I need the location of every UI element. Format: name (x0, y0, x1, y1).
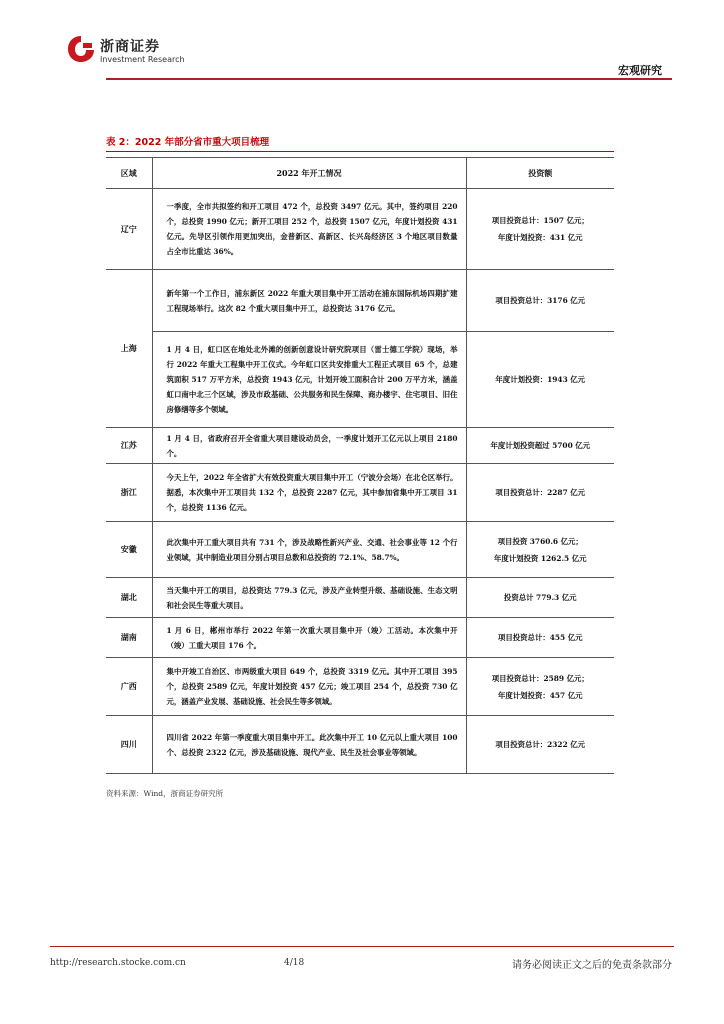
table-row (106, 428, 614, 464)
situation-cell: 1 月 4 日，虹口区在地处北外滩的创新创意设计研究院项目（雷士德工学院）现场，举行 2022 年重大工程集中开工仪式。今年虹口区共安排重大工程正式项目 65 个，总建筑面积 517 万平方米，总投资 1943 亿元，计划开竣工面积合计 200 万平方米，涵盖虹口南中北三个区域，涉及市政基础、公共服务和民生保障、商办楼宇、住宅项目、旧住房修缮等多个领域。 (152, 332, 466, 428)
page-header (0, 0, 724, 80)
situation-cell: 1 月 6 日，郴州市举行 2022 年第一次重大项目集中开（竣）工活动。本次集中开（竣）工重大项目 176 个。 (152, 618, 466, 658)
table-row (106, 189, 614, 270)
footer-divider (50, 946, 674, 947)
situation-cell: 新年第一个工作日，浦东新区 2022 年重大项目集中开工活动在浦东国际机场四期扩建工程现场举行。这次 82 个重大项目集中开工，总投资达 3176 亿元。 (152, 270, 466, 332)
investment-text: 项目投资总计：1507 亿元； 年度计划投资：431 亿元 (491, 216, 589, 242)
table-row (106, 618, 614, 658)
region-cell: 广西 (106, 658, 152, 716)
region-cell: 湖南 (106, 618, 152, 658)
investment-cell (466, 332, 614, 428)
column-header-investment: 投资额 (466, 158, 614, 189)
situation-cell: 此次集中开工重大项目共有 731 个，涉及战略性新兴产业、交通、社会事业等 12 个行业领域，其中制造业项目分别占项目总数和总投资的 72.1%、58.7%。 (152, 522, 466, 578)
region-cell: 辽宁 (106, 189, 152, 270)
situation-cell: 集中开竣工自治区、市两级重大项目 649 个，总投资 3319 亿元。其中开工项目 395 个，总投资 2589 亿元，年度计划投资 457 亿元；竣工项目 254 个，总投资 730 亿元，涵盖产业发展、基础设施、社会民生等多领域。 (152, 658, 466, 716)
footer-disclaimer: 请务必阅读正文之后的免责条款部分 (512, 960, 672, 971)
investment-cell (466, 428, 614, 464)
table-row (106, 332, 614, 428)
investment-cell (466, 618, 614, 658)
table-row (106, 658, 614, 716)
header-divider (106, 78, 672, 80)
investment-text: 年度计划投资：1943 亿元 (495, 375, 586, 384)
page-number: 4/18 (284, 958, 305, 968)
region-cell: 安徽 (106, 522, 152, 578)
table-row (106, 522, 614, 578)
table-row (106, 716, 614, 774)
investment-cell (466, 658, 614, 716)
region-cell: 江苏 (106, 428, 152, 464)
table-caption: 表 2：2022 年部分省市重大项目梳理 (106, 137, 270, 148)
investment-text: 投资总计 779.3 亿元 (503, 593, 577, 602)
investment-cell (466, 270, 614, 332)
column-header-situation: 2022 年开工情况 (152, 158, 466, 189)
investment-text: 项目投资总计：2589 亿元； 年度计划投资：457 亿元 (491, 673, 589, 700)
investment-text: 项目投资总计：3176 亿元 (495, 296, 586, 305)
investment-cell (466, 578, 614, 618)
table-header-row (106, 158, 614, 189)
investment-text: 年度计划投资超过 5700 亿元 (490, 441, 591, 450)
situation-cell: 四川省 2022 年第一季度重大项目集中开工。此次集中开工 10 亿元以上重大项目 100 个、总投资 2322 亿元，涉及基础设施、现代产业、民生及社会事业等领域。 (152, 716, 466, 774)
table-row (106, 578, 614, 618)
investment-cell (466, 716, 614, 774)
table-row (106, 270, 614, 332)
stocke-logo-icon (66, 34, 96, 64)
footer-url-link[interactable]: http://research.stocke.com.cn (50, 958, 186, 968)
region-cell: 湖北 (106, 578, 152, 618)
investment-text: 项目投资总计：455 亿元 (497, 633, 583, 642)
section-label: 宏观研究 (618, 64, 662, 77)
brand-name-en: Investment Research (100, 55, 185, 64)
investment-cell (466, 189, 614, 270)
region-cell: 浙江 (106, 464, 152, 522)
table-source-note: 资料来源：Wind，浙商证券研究所 (106, 789, 224, 798)
investment-cell (466, 522, 614, 578)
table-row (106, 464, 614, 522)
region-cell: 上海 (106, 270, 152, 428)
investment-text: 项目投资总计：2322 亿元 (495, 740, 586, 749)
column-header-region: 区域 (106, 158, 152, 189)
situation-cell: 一季度，全市共拟签约和开工项目 472 个，总投资 3497 亿元。其中，签约项目 220 个，总投资 1990 亿元；新开工项目 252 个，总投资 1507 亿元，年度计划投资 431 亿元。先导区引领作用更加突出，金普新区、高新区、长兴岛经济区 3 个地区项目数量占全市比重达 36%。 (152, 189, 466, 270)
situation-cell: 今天上午，2022 年全省扩大有效投资重大项目集中开工（宁波分会场）在北仑区举行。据悉，本次集中开工项目共 132 个，总投资 2287 亿元，其中参加省集中开工项目 31 个，总投资 1136 亿元。 (152, 464, 466, 522)
investment-text: 项目投资 3760.6 亿元； 年度计划投资 1262.5 亿元 (493, 536, 587, 563)
caption-divider (106, 151, 614, 152)
situation-cell: 1 月 4 日，省政府召开全省重大项目建设动员会，一季度计划开工亿元以上项目 2180 个。 (152, 428, 466, 464)
brand-name-cn: 浙商证券 (100, 39, 160, 55)
projects-table (106, 157, 614, 774)
situation-cell: 当天集中开工的项目，总投资达 779.3 亿元，涉及产业转型升级、基础设施、生态文明和社会民生等重大项目。 (152, 578, 466, 618)
region-cell: 四川 (106, 716, 152, 774)
investment-cell (466, 464, 614, 522)
investment-text: 项目投资总计：2287 亿元 (495, 488, 586, 497)
